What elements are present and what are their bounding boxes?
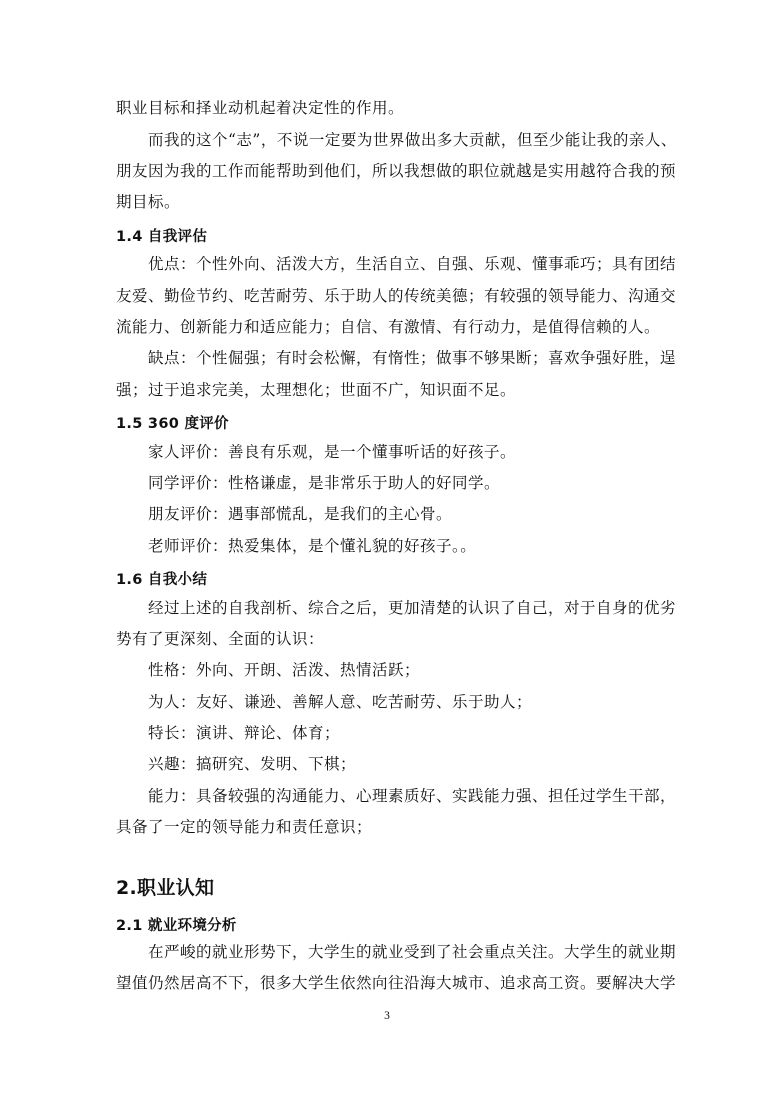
paragraph-line: 优点：个性外向、活泼大方，生活自立、自强、乐观、懂事乖巧；具有团结: [148, 255, 677, 273]
paragraph-line: 而我的这个“志”，不说一定要为世界做出多大贡献，但至少能让我的亲人、: [148, 131, 677, 149]
paragraph-line: 经过上述的自我剖析、综合之后，更加清楚的认识了自己，对于自身的优劣: [148, 599, 677, 617]
paragraph-line: 缺点：个性倔强；有时会松懈，有惰性；做事不够果断；喜欢争强好胜，逞: [148, 349, 677, 367]
paragraph-line: 势有了更深刻、全面的认识：: [116, 630, 325, 648]
paragraph-line: 期目标。: [116, 193, 181, 211]
paragraph-line: 友爱、勤俭节约、吃苦耐劳、乐于助人的传统美德；有较强的领导能力、沟通交: [116, 287, 677, 305]
paragraph-line: 为人：友好、谦逊、善解人意、吃苦耐劳、乐于助人；: [148, 693, 533, 711]
paragraph-line: 性格：外向、开朗、活泼、热情活跃；: [148, 661, 421, 679]
paragraph-line: 职业目标和择业动机起着决定性的作用。: [116, 99, 405, 117]
section-heading: 1.6 自我小结: [116, 572, 208, 588]
paragraph-line: 同学评价：性格谦虚，是非常乐于助人的好同学。: [148, 474, 501, 492]
section-heading: 1.5 360 度评价: [116, 416, 229, 432]
paragraph-line: 家人评价：善良有乐观，是一个懂事听话的好孩子。: [148, 443, 517, 461]
paragraph-line: 朋友评价：遇事部慌乱，是我们的主心骨。: [148, 505, 453, 523]
paragraph-line: 在严峻的就业形势下，大学生的就业受到了社会重点关注。大学生的就业期: [148, 943, 677, 961]
paragraph-line: 朋友因为我的工作而能帮助到他们，所以我想做的职位就越是实用越符合我的预: [116, 162, 677, 180]
paragraph-line: 强；过于追求完美，太理想化；世面不广，知识面不足。: [116, 381, 517, 399]
section-heading: 1.4 自我评估: [116, 229, 208, 245]
section-heading: 2.1 就业环境分析: [116, 918, 237, 934]
paragraph-line: 特长：演讲、辩论、体育；: [148, 724, 341, 742]
paragraph-line: 望值仍然居高不下，很多大学生依然向往沿海大城市、追求高工资。要解决大学: [116, 974, 677, 992]
paragraph-line: 能力：具备较强的沟通能力、心理素质好、实践能力强、担任过学生干部，: [148, 787, 677, 805]
chapter-heading: 2.职业认知: [116, 877, 215, 899]
paragraph-line: 具备了一定的领导能力和责任意识；: [116, 818, 373, 836]
paragraph-line: 流能力、创新能力和适应能力；自信、有激情、有行动力，是值得信赖的人。: [116, 318, 661, 336]
paragraph-line: 老师评价：热爱集体，是个懂礼貌的好孩子。。: [148, 537, 477, 555]
page-number: 3: [384, 1010, 390, 1022]
paragraph-line: 兴趣：搞研究、发明、下棋；: [148, 755, 357, 773]
